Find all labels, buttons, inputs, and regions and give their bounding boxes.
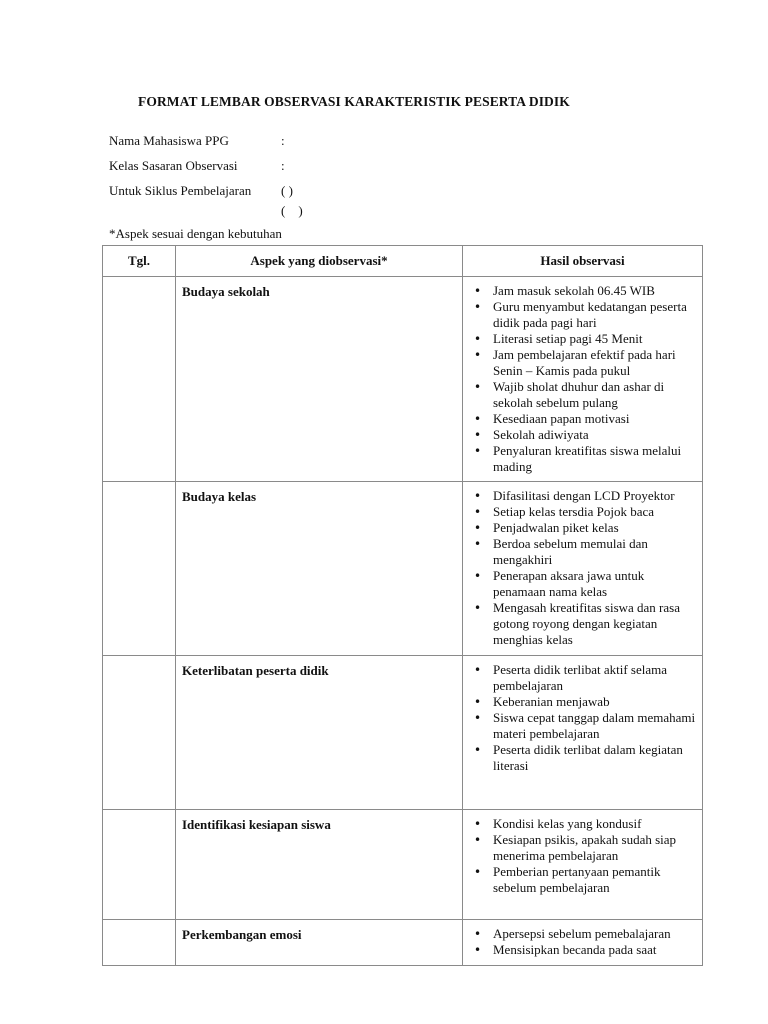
field-value: : xyxy=(281,158,285,173)
list-item: • Siswa cepat tanggap dalam memahami materi pembelajaran xyxy=(469,710,698,742)
date-cell xyxy=(103,810,176,920)
header-result: Hasil observasi xyxy=(463,246,703,277)
field-learning-cycle-extra: ( ) xyxy=(281,203,303,218)
aspect-cell: Budaya sekolah xyxy=(176,277,463,482)
list-item: • Kesiapan psikis, apakah sudah siap menerima pembelajaran xyxy=(469,832,698,864)
table-header-row xyxy=(103,246,703,277)
list-item: • Keberanian menjawab xyxy=(469,694,698,710)
result-cell xyxy=(463,810,703,920)
list-item: • Peserta didik terlibat aktif selama pembelajaran xyxy=(469,662,698,694)
result-list xyxy=(469,816,698,896)
field-label: Untuk Siklus Pembelajaran xyxy=(109,183,252,198)
field-label: Nama Mahasiswa PPG xyxy=(109,133,229,148)
list-item: • Apersepsi sebelum pemebalajaran xyxy=(469,926,698,942)
result-list xyxy=(469,662,698,774)
aspect-cell: Identifikasi kesiapan siswa xyxy=(176,810,463,920)
table-row xyxy=(103,277,703,482)
result-list xyxy=(469,926,698,958)
header-aspect: Aspek yang diobservasi* xyxy=(176,246,463,277)
aspect-cell: Budaya kelas xyxy=(176,482,463,656)
list-item: • Kesediaan papan motivasi xyxy=(469,411,698,427)
list-item: • Wajib sholat dhuhur dan ashar di sekolah sebelum pulang xyxy=(469,379,698,411)
list-item: • Kondisi kelas yang kondusif xyxy=(469,816,698,832)
field-student-name xyxy=(109,133,285,149)
date-cell xyxy=(103,656,176,810)
list-item: • Jam masuk sekolah 06.45 WIB xyxy=(469,283,698,299)
list-item: • Penjadwalan piket kelas xyxy=(469,520,698,536)
date-cell xyxy=(103,277,176,482)
result-list xyxy=(469,488,698,648)
observation-table xyxy=(102,245,703,966)
field-value: : xyxy=(281,133,285,148)
result-cell xyxy=(463,656,703,810)
document-title: FORMAT LEMBAR OBSERVASI KARAKTERISTIK PESERTA DIDIK xyxy=(138,94,570,109)
list-item: • Peserta didik terlibat dalam kegiatan literasi xyxy=(469,742,698,774)
result-list xyxy=(469,283,698,475)
list-item: • Mensisipkan becanda pada saat xyxy=(469,942,698,958)
aspect-cell: Perkembangan emosi xyxy=(176,920,463,966)
list-item: • Mengasah kreatifitas siswa dan rasa gotong royong dengan kegiatan menghias kelas xyxy=(469,600,698,648)
aspect-note: *Aspek sesuai dengan kebutuhan xyxy=(109,226,282,241)
result-cell xyxy=(463,277,703,482)
date-cell xyxy=(103,920,176,966)
aspect-cell: Keterlibatan peserta didik xyxy=(176,656,463,810)
list-item: • Penyaluran kreatifitas siswa melalui mading xyxy=(469,443,698,475)
field-learning-cycle xyxy=(109,183,293,199)
field-target-class xyxy=(109,158,285,174)
list-item: • Literasi setiap pagi 45 Menit xyxy=(469,331,698,347)
list-item: • Guru menyambut kedatangan peserta didik pada pagi hari xyxy=(469,299,698,331)
list-item: • Sekolah adiwiyata xyxy=(469,427,698,443)
table-row xyxy=(103,810,703,920)
table-row xyxy=(103,656,703,810)
list-item: • Pemberian pertanyaan pemantik sebelum pembelajaran xyxy=(469,864,698,896)
table-row xyxy=(103,482,703,656)
list-item: • Jam pembelajaran efektif pada hari Senin – Kamis pada pukul xyxy=(469,347,698,379)
field-label: Kelas Sasaran Observasi xyxy=(109,158,238,173)
list-item: • Berdoa sebelum memulai dan mengakhiri xyxy=(469,536,698,568)
field-value: ( ) xyxy=(281,183,293,198)
date-cell xyxy=(103,482,176,656)
list-item: • Setiap kelas tersdia Pojok baca xyxy=(469,504,698,520)
table-row xyxy=(103,920,703,966)
header-date: Tgl. xyxy=(103,246,176,277)
result-cell xyxy=(463,920,703,966)
result-cell xyxy=(463,482,703,656)
list-item: • Difasilitasi dengan LCD Proyektor xyxy=(469,488,698,504)
list-item: • Penerapan aksara jawa untuk penamaan nama kelas xyxy=(469,568,698,600)
